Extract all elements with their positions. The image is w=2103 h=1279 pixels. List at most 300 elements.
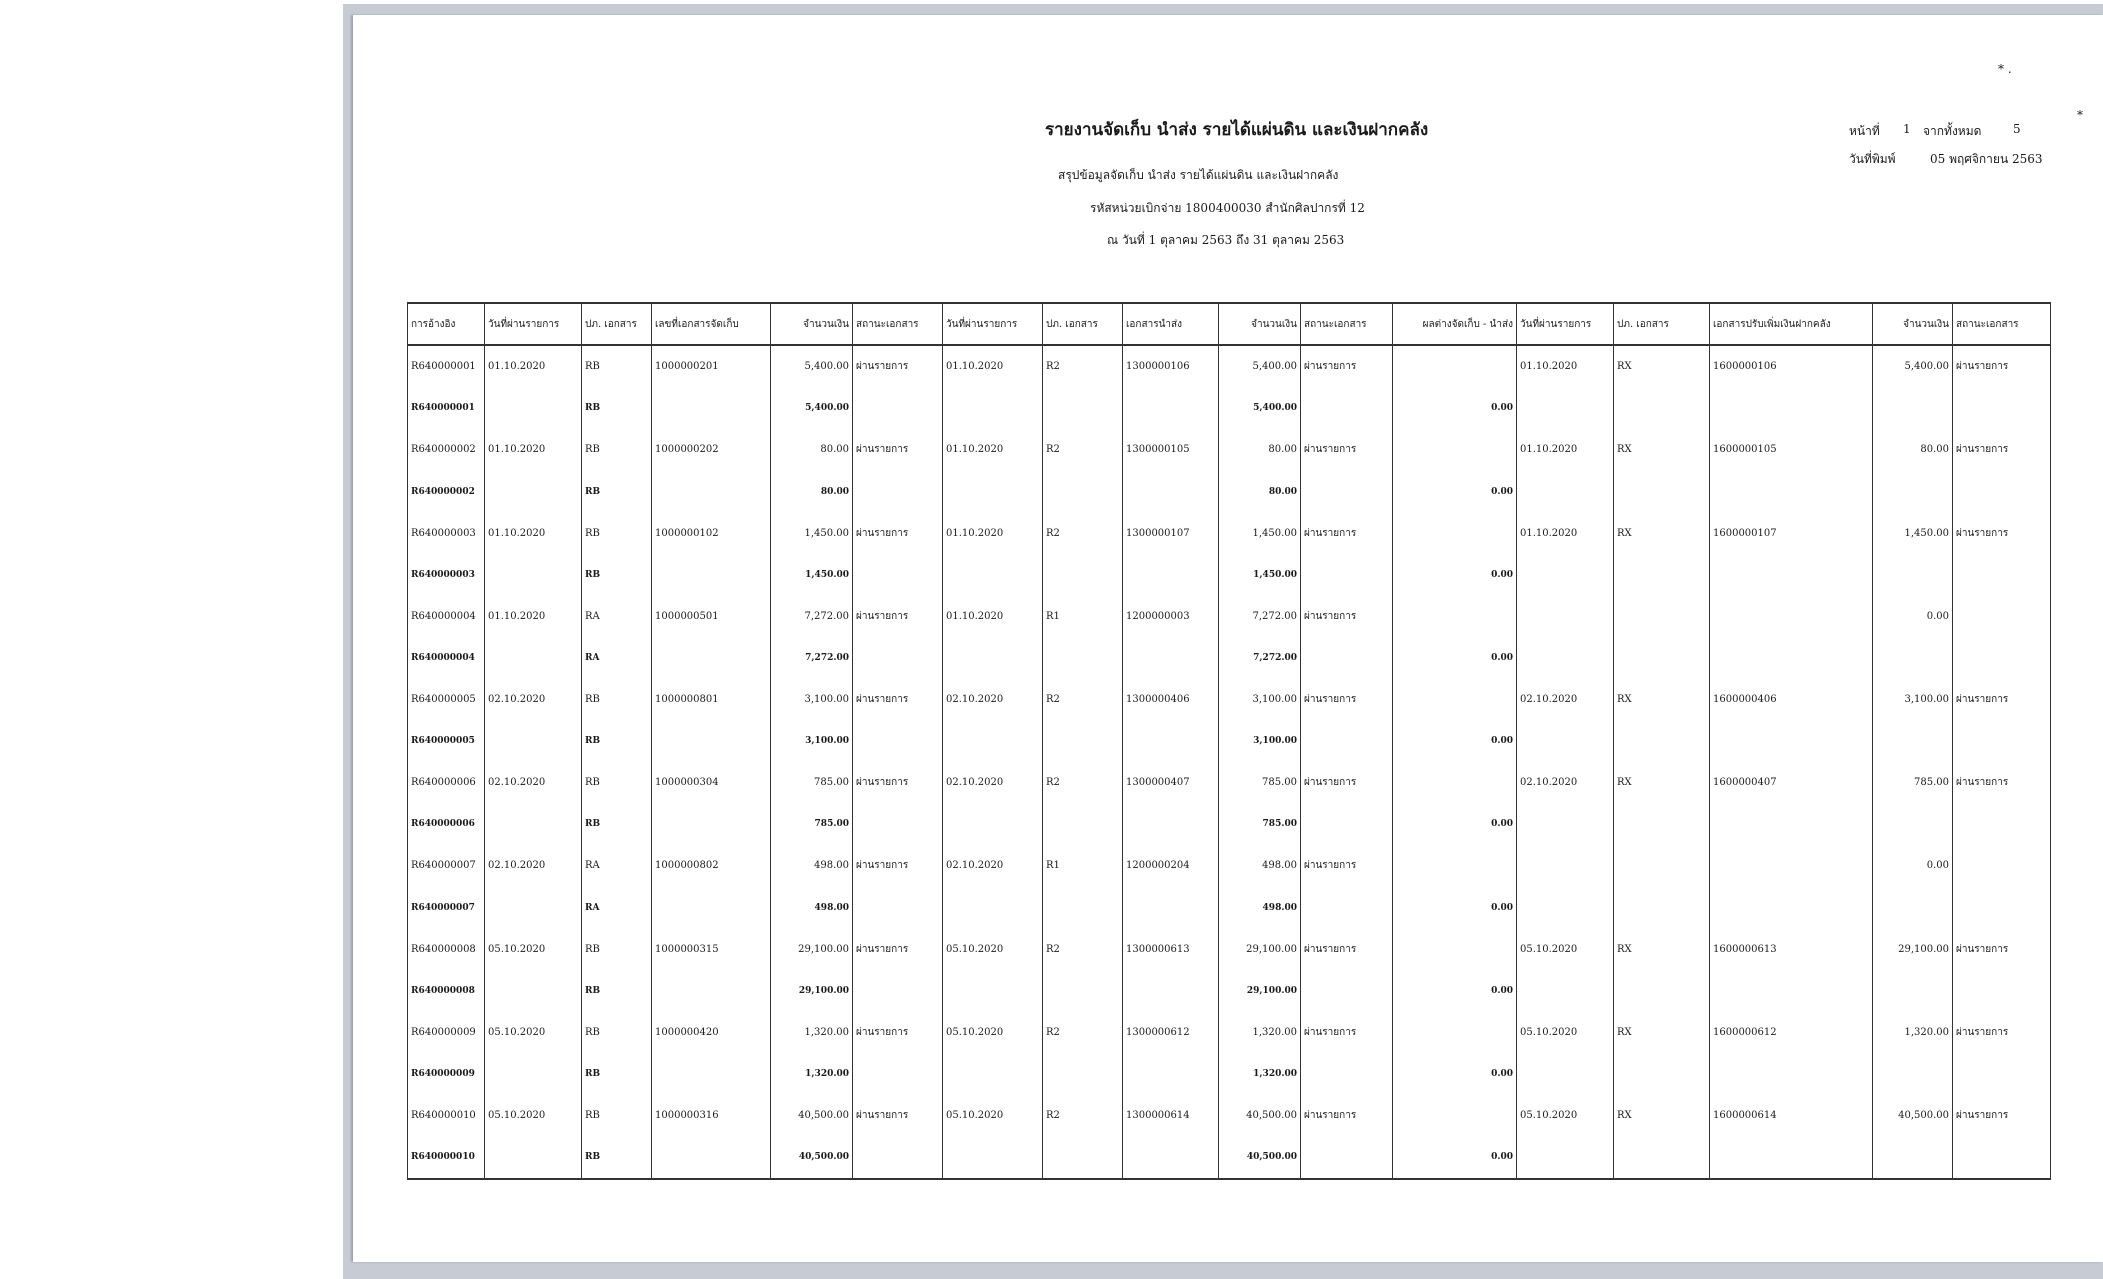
report-title: รายงานจัดเก็บ นำส่ง รายได้แผ่นดิน และเงินฝากคลัง [1045,120,1429,140]
table-cell: 0.00 [1393,720,1517,762]
table-row [408,345,2051,388]
table-cell: ผ่านรายการ [853,1095,943,1137]
table-cell: ผ่านรายการ [1301,429,1393,471]
table-cell [1873,554,1953,596]
table-cell: ผ่านรายการ [1953,1095,2051,1137]
table-cell [652,1136,771,1179]
print-date: 05 พฤศจิกายน 2563 [1930,152,2043,166]
table-cell [1953,970,2051,1012]
column-header: จำนวนเงิน [1873,303,1953,345]
table-cell [1043,471,1123,513]
table-cell [1614,596,1710,638]
column-header: การอ้างอิง [408,303,485,345]
table-cell [1614,471,1710,513]
table-cell: R640000007 [408,887,485,929]
table-cell: 1300000407 [1123,762,1219,804]
table-cell: ผ่านรายการ [853,845,943,887]
table-cell [1301,1136,1393,1179]
table-cell: 785.00 [1873,762,1953,804]
table-cell: R640000002 [408,429,485,471]
table-cell [1043,637,1123,679]
table-cell: 80.00 [1873,429,1953,471]
table-cell: 01.10.2020 [1517,429,1614,471]
table-row [408,512,2051,554]
stray-mark: * [2077,108,2083,122]
table-cell: 3,100.00 [1873,679,1953,721]
table-cell [1953,471,2051,513]
table-cell: ผ่านรายการ [1301,679,1393,721]
table-cell: RA [582,596,652,638]
table-cell [1614,1136,1710,1179]
column-header: วันที่ผ่านรายการ [1517,303,1614,345]
table-cell [1301,720,1393,762]
table-cell: 05.10.2020 [485,1095,582,1137]
table-cell: 0.00 [1393,887,1517,929]
table-cell: ผ่านรายการ [1953,762,2051,804]
table-cell [1123,554,1219,596]
table-cell: 1300000612 [1123,1012,1219,1054]
table-cell: 02.10.2020 [943,679,1043,721]
column-header: สถานะเอกสาร [853,303,943,345]
table-cell: 05.10.2020 [485,928,582,970]
table-cell [1123,471,1219,513]
table-cell: 5,400.00 [1219,345,1301,388]
table-cell: R640000001 [408,388,485,430]
table-row [408,762,2051,804]
table-cell: 01.10.2020 [943,596,1043,638]
table-cell [1517,1053,1614,1095]
table-cell: ผ่านรายการ [853,596,943,638]
table-cell [1614,637,1710,679]
table-cell [853,388,943,430]
table-cell: 01.10.2020 [943,512,1043,554]
table-cell: 1000000201 [652,345,771,388]
table-cell: 1,320.00 [771,1012,853,1054]
table-cell [1710,970,1873,1012]
table-cell: 01.10.2020 [943,345,1043,388]
table-cell: 1300000613 [1123,928,1219,970]
table-cell: 1200000003 [1123,596,1219,638]
table-cell: 1000000420 [652,1012,771,1054]
table-cell: RB [582,1095,652,1137]
table-cell: RX [1614,1095,1710,1137]
table-cell [1873,970,1953,1012]
table-cell: R640000005 [408,679,485,721]
table-cell [652,471,771,513]
table-cell [1517,804,1614,846]
table-cell: ผ่านรายการ [1953,1012,2051,1054]
column-header: เอกสารปรับเพิ่มเงินฝากคลัง [1710,303,1873,345]
table-cell: 1300000406 [1123,679,1219,721]
table-cell: 0.00 [1393,471,1517,513]
table-cell: ผ่านรายการ [1301,845,1393,887]
table-cell: ผ่านรายการ [1301,762,1393,804]
table-cell: 1000000202 [652,429,771,471]
table-cell [943,887,1043,929]
table-cell: 498.00 [771,845,853,887]
table-cell: 02.10.2020 [943,762,1043,804]
table-cell: 1000000315 [652,928,771,970]
table-cell [485,1136,582,1179]
table-cell [1517,471,1614,513]
table-cell: 1,450.00 [771,512,853,554]
table-cell: 3,100.00 [771,679,853,721]
table-cell: R640000004 [408,596,485,638]
table-cell [1614,887,1710,929]
table-cell: RX [1614,512,1710,554]
table-cell: 29,100.00 [1873,928,1953,970]
table-cell: 29,100.00 [771,928,853,970]
table-cell: ผ่านรายการ [853,1012,943,1054]
table-cell: 1,320.00 [1219,1053,1301,1095]
table-cell [943,970,1043,1012]
table-cell: ผ่านรายการ [1301,512,1393,554]
table-cell: 3,100.00 [1219,720,1301,762]
subtotal-row [408,887,2051,929]
table-cell [1517,970,1614,1012]
table-cell [1710,637,1873,679]
table-cell: 7,272.00 [771,596,853,638]
table-cell [1710,471,1873,513]
table-cell: 498.00 [1219,845,1301,887]
subtotal-row [408,1053,2051,1095]
report-subtitle: สรุปข้อมูลจัดเก็บ นำส่ง รายได้แผ่นดิน และเงินฝากคลัง [1058,168,1339,182]
column-header: ปภ. เอกสาร [582,303,652,345]
table-cell: 01.10.2020 [1517,345,1614,388]
table-cell: R640000007 [408,845,485,887]
table-cell: R640000009 [408,1053,485,1095]
table-cell: 01.10.2020 [943,429,1043,471]
table-cell [1614,388,1710,430]
table-cell [1953,554,2051,596]
table-cell: 5,400.00 [1219,388,1301,430]
table-cell [485,720,582,762]
table-cell: RB [582,679,652,721]
table-cell: RX [1614,1012,1710,1054]
table-cell: R640000010 [408,1136,485,1179]
table-cell [1043,887,1123,929]
table-cell: 1300000107 [1123,512,1219,554]
table-cell: 1600000107 [1710,512,1873,554]
table-cell: 1,320.00 [1219,1012,1301,1054]
table-cell: R640000008 [408,928,485,970]
table-cell: 785.00 [771,762,853,804]
table-cell: R2 [1043,679,1123,721]
table-cell: 7,272.00 [1219,596,1301,638]
table-cell [1123,637,1219,679]
table-cell [1393,1095,1517,1137]
table-cell [1043,1053,1123,1095]
column-header: เอกสารนำส่ง [1123,303,1219,345]
table-cell [1517,554,1614,596]
table-cell: RB [582,554,652,596]
table-cell: 02.10.2020 [485,679,582,721]
table-cell [1301,388,1393,430]
total-pages-label: จากทั้งหมด [1923,124,1982,138]
table-cell [1301,887,1393,929]
table-cell [1710,596,1873,638]
table-cell: ผ่านรายการ [1953,928,2051,970]
table-cell: 80.00 [1219,471,1301,513]
table-cell: 02.10.2020 [485,845,582,887]
table-cell: ผ่านรายการ [1301,928,1393,970]
table-cell [1043,388,1123,430]
table-cell: RB [582,970,652,1012]
table-cell [1873,388,1953,430]
table-cell: R640000006 [408,762,485,804]
table-cell: 29,100.00 [771,970,853,1012]
table-cell: RB [582,804,652,846]
table-cell: R2 [1043,1012,1123,1054]
table-cell [485,804,582,846]
table-cell [1517,596,1614,638]
table-cell: 0.00 [1393,388,1517,430]
table-cell: 5,400.00 [771,345,853,388]
table-cell: 498.00 [771,887,853,929]
table-cell: 1600000407 [1710,762,1873,804]
table-cell: R2 [1043,512,1123,554]
table-cell: 785.00 [771,804,853,846]
table-cell: RB [582,1053,652,1095]
table-cell [1710,1136,1873,1179]
table-cell [1123,970,1219,1012]
table-cell: ผ่านรายการ [1953,429,2051,471]
table-cell: RB [582,1136,652,1179]
page-label: หน้าที่ [1849,124,1880,138]
table-cell: 5,400.00 [771,388,853,430]
table-cell [1873,1053,1953,1095]
table-cell [1953,720,2051,762]
table-cell [853,471,943,513]
table-cell [943,720,1043,762]
table-cell [943,471,1043,513]
table-cell [1123,388,1219,430]
table-cell: 01.10.2020 [485,345,582,388]
table-cell [1393,429,1517,471]
table-cell: 05.10.2020 [1517,1012,1614,1054]
column-header: สถานะเอกสาร [1301,303,1393,345]
table-cell: R640000010 [408,1095,485,1137]
table-cell: ผ่านรายการ [853,679,943,721]
subtotal-row [408,1136,2051,1179]
table-cell: ผ่านรายการ [853,429,943,471]
table-cell: 1,450.00 [1219,554,1301,596]
table-cell: 1000000802 [652,845,771,887]
table-cell [1953,388,2051,430]
subtotal-row [408,804,2051,846]
table-cell: R2 [1043,1095,1123,1137]
table-cell: ผ่านรายการ [853,928,943,970]
table-cell [1614,804,1710,846]
table-cell [1123,1053,1219,1095]
table-cell [1873,471,1953,513]
table-cell [1953,845,2051,887]
table-cell [1043,804,1123,846]
table-cell [1123,1136,1219,1179]
table-cell: RA [582,637,652,679]
table-row [408,845,2051,887]
table-cell: 80.00 [771,471,853,513]
table-cell [485,970,582,1012]
table-cell [1614,970,1710,1012]
table-cell [1393,596,1517,638]
table-cell: 80.00 [771,429,853,471]
table-cell: 01.10.2020 [485,429,582,471]
table-cell: 0.00 [1393,1136,1517,1179]
table-cell: 1300000105 [1123,429,1219,471]
table-cell: ผ่านรายการ [853,762,943,804]
table-cell [485,388,582,430]
subtotal-row [408,970,2051,1012]
table-cell: RX [1614,762,1710,804]
table-cell [652,388,771,430]
table-cell [853,887,943,929]
table-cell: 40,500.00 [1873,1095,1953,1137]
column-header: วันที่ผ่านรายการ [485,303,582,345]
table-cell [1710,845,1873,887]
subtotal-row [408,471,2051,513]
table-cell [1393,845,1517,887]
table-cell: 05.10.2020 [1517,928,1614,970]
table-cell [1393,679,1517,721]
column-header: ปภ. เอกสาร [1043,303,1123,345]
table-cell [652,804,771,846]
table-cell [1517,887,1614,929]
column-header: ปภ. เอกสาร [1614,303,1710,345]
table-cell [652,970,771,1012]
table-cell [853,1053,943,1095]
table-cell: 05.10.2020 [943,1012,1043,1054]
table-cell: RB [582,928,652,970]
table-cell: ผ่านรายการ [1301,1095,1393,1137]
table-cell: 1,320.00 [1873,1012,1953,1054]
column-header: เลขที่เอกสารจัดเก็บ [652,303,771,345]
table-cell: 0.00 [1393,1053,1517,1095]
table-cell [1301,637,1393,679]
table-cell: ผ่านรายการ [853,512,943,554]
subtotal-row [408,554,2051,596]
table-cell: R1 [1043,845,1123,887]
table-cell: 02.10.2020 [1517,762,1614,804]
table-cell [485,471,582,513]
table-cell [1043,970,1123,1012]
table-cell [1517,1136,1614,1179]
table-cell: R640000006 [408,804,485,846]
table-cell: 05.10.2020 [1517,1095,1614,1137]
table-cell [853,804,943,846]
table-cell: 01.10.2020 [485,596,582,638]
table-cell [1614,720,1710,762]
table-cell [485,1053,582,1095]
table-cell [652,554,771,596]
table-cell: 0.00 [1873,845,1953,887]
table-cell: RX [1614,429,1710,471]
table-cell: 29,100.00 [1219,928,1301,970]
table-cell: 0.00 [1393,804,1517,846]
report-unit: รหัสหน่วยเบิกจ่าย 1800400030 สำนักศิลปากรที่ 12 [1090,201,1365,215]
table-cell [1517,637,1614,679]
table-cell [1517,388,1614,430]
table-cell: 1000000102 [652,512,771,554]
table-cell: 02.10.2020 [485,762,582,804]
table-cell [1393,928,1517,970]
table-cell: 1,320.00 [771,1053,853,1095]
table-cell [1710,554,1873,596]
table-cell: ผ่านรายการ [1953,512,2051,554]
table-cell: 1200000204 [1123,845,1219,887]
table-cell [1517,845,1614,887]
print-date-label: วันที่พิมพ์ [1849,152,1896,166]
table-cell: ผ่านรายการ [1301,596,1393,638]
table-cell [853,970,943,1012]
table-cell [1710,1053,1873,1095]
table-cell [1614,1053,1710,1095]
table-cell: RX [1614,679,1710,721]
table-cell: 1,450.00 [1219,512,1301,554]
table-cell: R640000003 [408,512,485,554]
table-cell [1301,471,1393,513]
table-cell: R2 [1043,762,1123,804]
table-cell [1873,887,1953,929]
table-cell [1710,887,1873,929]
table-row [408,679,2051,721]
table-cell: ผ่านรายการ [1953,345,2051,388]
table-cell: 40,500.00 [771,1095,853,1137]
table-cell: RB [582,1012,652,1054]
subtotal-row [408,720,2051,762]
table-cell: RB [582,388,652,430]
table-cell: 01.10.2020 [485,512,582,554]
table-cell [943,1053,1043,1095]
table-cell [1393,512,1517,554]
table-cell: RB [582,720,652,762]
table-header-row [408,303,2051,345]
table-cell: ผ่านรายการ [1301,345,1393,388]
table-cell: RB [582,762,652,804]
table-cell [652,1053,771,1095]
table-cell [1393,762,1517,804]
table-cell [652,720,771,762]
table-cell [1043,720,1123,762]
table-cell: 1600000612 [1710,1012,1873,1054]
table-cell [943,804,1043,846]
table-cell: RX [1614,928,1710,970]
column-header: สถานะเอกสาร [1953,303,2051,345]
table-cell: RB [582,471,652,513]
table-cell [1953,1053,2051,1095]
page-number: 1 [1903,122,1911,136]
table-cell: 7,272.00 [771,637,853,679]
table-cell: 29,100.00 [1219,970,1301,1012]
stray-marks: * . [1998,62,2012,76]
table-cell: RB [582,512,652,554]
table-row [408,1012,2051,1054]
table-row [408,596,2051,638]
table-cell [1953,596,2051,638]
table-cell [485,887,582,929]
table-cell: 1000000304 [652,762,771,804]
table-cell [1873,637,1953,679]
table-cell: 1,450.00 [1873,512,1953,554]
table-cell: 40,500.00 [1219,1095,1301,1137]
table-cell: 40,500.00 [1219,1136,1301,1179]
table-cell: 01.10.2020 [1517,512,1614,554]
table-cell [1953,887,2051,929]
subtotal-row [408,637,2051,679]
table-cell: 1600000406 [1710,679,1873,721]
table-cell: 02.10.2020 [943,845,1043,887]
table-cell [652,637,771,679]
